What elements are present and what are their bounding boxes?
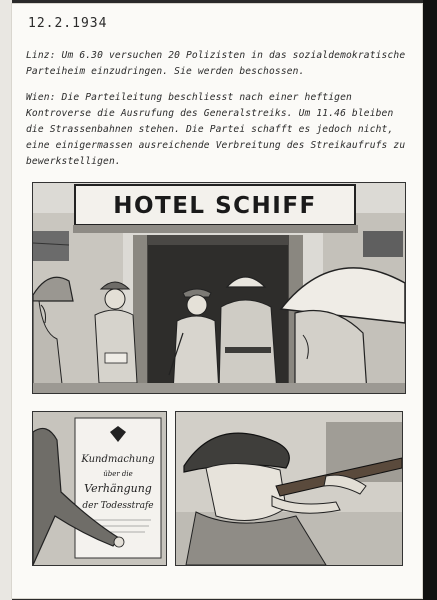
svg-text:Verhängung: Verhängung	[84, 482, 152, 495]
panel-rifleman	[175, 411, 403, 566]
svg-text:über die: über die	[103, 470, 133, 478]
panel-hotel-illustration	[33, 183, 405, 393]
comic-page	[12, 4, 422, 598]
caption-linz: Linz: Um 6.30 versuchen 20 Polizisten in das sozialdemokratische Parteiheim einzudringen. Sie werden beschossen.	[26, 50, 406, 77]
scan-left-edge	[0, 0, 12, 600]
hotel-sign	[75, 185, 355, 225]
page-date: 12.2.1934	[28, 16, 108, 31]
panel-poster-illustration	[33, 412, 166, 565]
svg-text:der Todesstrafe: der Todesstrafe	[82, 501, 154, 511]
panel-hotel-entrance	[32, 182, 406, 394]
caption-wien: Wien: Die Parteileitung beschliesst nach einer heftigen Kontroverse die Ausrufung des Generalstreiks. Um 11.46 bleiben die Strassenbahnen stehen. Die Partei schafft es jedoch nicht, eine einigermassen ausreichende Verbreitung des Streikaufrufs zu bewerkstelligen.	[26, 92, 406, 167]
svg-text:HOTEL SCHIFF: HOTEL SCHIFF	[113, 193, 317, 219]
svg-text:Kundmachung: Kundmachung	[81, 454, 155, 465]
scan-right-edge	[423, 0, 437, 600]
panel-rifleman-illustration	[176, 412, 402, 565]
panel-poster	[32, 411, 167, 566]
